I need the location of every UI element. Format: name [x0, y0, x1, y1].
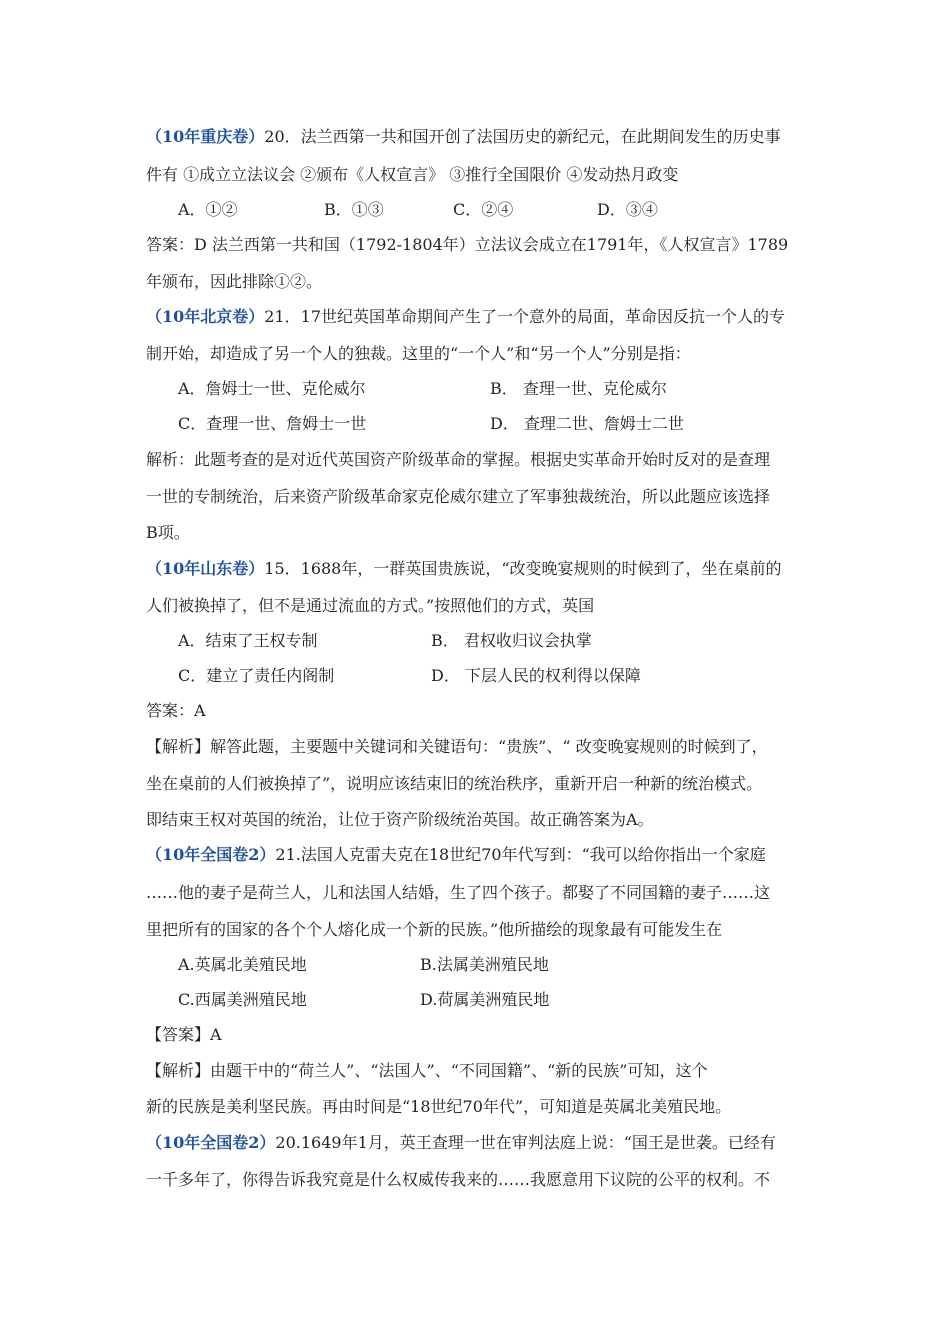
question-1-option-c: C．②④ [453, 200, 514, 219]
question-2-analysis-line-3: B项。 [146, 523, 190, 542]
question-3-analysis-line-1: 【解析】解答此题，主要题中关键词和关键语句：“贵族”、“ 改变晚宴规则的时候到了， [146, 737, 768, 756]
question-3-line-2: 人们被换掉了，但不是通过流血的方式。”按照他们的方式，英国 [146, 596, 595, 615]
question-2-analysis-line-2: 一世的专制统治，后来资产阶级革命家克伦威尔建立了军事独裁统治，所以此题应该选择 [146, 487, 771, 506]
question-4-source: （10年全国卷2） [146, 845, 276, 864]
question-1-line-1: （10年重庆卷）20．法兰西第一共和国开创了法国历史的新纪元，在此期间发生的历史事 [146, 127, 781, 146]
question-2-analysis-line-1: 解析：此题考查的是对近代英国资产阶级革命的掌握。根据史实革命开始时反对的是查理 [146, 450, 771, 469]
question-3-option-a: A．结束了王权专制 [178, 631, 318, 650]
question-5-line-1: （10年全国卷2）20.1649年1月，英王查理一世在审判法庭上说：“国王是世袭。已经有 [146, 1133, 776, 1152]
question-1-source: （10年重庆卷） [146, 127, 265, 146]
question-1-option-b: B．①③ [324, 200, 384, 219]
question-2-line-1: （10年北京卷）21．17世纪英国革命期间产生了一个意外的局面，革命因反抗一个人的专 [146, 307, 786, 326]
question-5-line-2: 一千多年了，你得告诉我究竟是什么权威传我来的……我愿意用下议院的公平的权利。不 [146, 1170, 771, 1189]
question-4-option-d: D.荷属美洲殖民地 [420, 990, 550, 1009]
question-2-option-c: C．查理一世、詹姆士一世 [178, 414, 367, 433]
question-4-option-b: B.法属美洲殖民地 [420, 955, 549, 974]
question-2-option-d: D． 查理二世、詹姆士二世 [490, 414, 684, 433]
question-3-source: （10年山东卷） [146, 559, 265, 578]
question-2-option-b: B． 查理一世、克伦威尔 [490, 379, 667, 398]
question-3-option-c: C．建立了责任内阁制 [178, 666, 335, 685]
question-4-line-3: 里把所有的国家的各个个人熔化成一个新的民族。”他所描绘的现象最有可能发生在 [146, 920, 723, 939]
question-3-analysis-line-3: 即结束王权对英国的统治，让位于资产阶级统治英国。故正确答案为A。 [146, 810, 654, 829]
question-3-line-1: （10年山东卷）15．1688年，一群英国贵族说，“改变晚宴规则的时候到了，坐在桌前的 [146, 559, 782, 578]
question-4-line-2: ……他的妻子是荷兰人，儿和法国人结婚，生了四个孩子。都娶了不同国籍的妻子……这 [146, 883, 771, 902]
question-2-line-2: 制开始，却造成了另一个人的独裁。这里的“一个人”和“另一个人”分别是指： [146, 344, 691, 363]
question-4-line-1: （10年全国卷2）21.法国人克雷夫克在18世纪70年代写到：“我可以给你指出一个家庭 [146, 845, 766, 864]
question-4-option-c: C.西属美洲殖民地 [178, 990, 307, 1009]
question-3-option-d: D． 下层人民的权利得以保障 [431, 666, 641, 685]
question-5-source: （10年全国卷2） [146, 1133, 276, 1152]
question-1-answer-line-1: 答案：D 法兰西第一共和国（1792-1804年）立法议会成立在1791年，《人权宣言》1789 [146, 235, 789, 254]
question-3-answer: 答案：A [146, 701, 206, 720]
question-4-analysis-line-1: 【解析】由题干中的“荷兰人”、“法国人”、“不同国籍”、“新的民族”可知，这个 [146, 1061, 708, 1080]
question-2-source: （10年北京卷） [146, 307, 265, 326]
question-4-option-a: A.英属北美殖民地 [178, 955, 307, 974]
question-4-analysis-line-2: 新的民族是美利坚民族。再由时间是“18世纪70年代”，可知道是英属北美殖民地。 [146, 1097, 732, 1116]
question-1-option-d: D．③④ [597, 200, 658, 219]
question-1-answer-line-2: 年颁布，因此排除①②。 [146, 272, 323, 291]
question-1-option-a: A．①② [178, 200, 238, 219]
question-4-answer: 【答案】A [146, 1025, 222, 1044]
question-3-analysis-line-2: 坐在桌前的人们被换掉了”，说明应该结束旧的统治秩序，重新开启一种新的统治模式。 [146, 774, 763, 793]
question-1-line-2: 件有 ①成立立法议会 ②颁布《人权宣言》 ③推行全国限价 ④发动热月政变 [146, 165, 679, 184]
question-2-option-a: A．詹姆士一世、克伦威尔 [178, 379, 366, 398]
question-3-option-b: B． 君权收归议会执掌 [431, 631, 592, 650]
